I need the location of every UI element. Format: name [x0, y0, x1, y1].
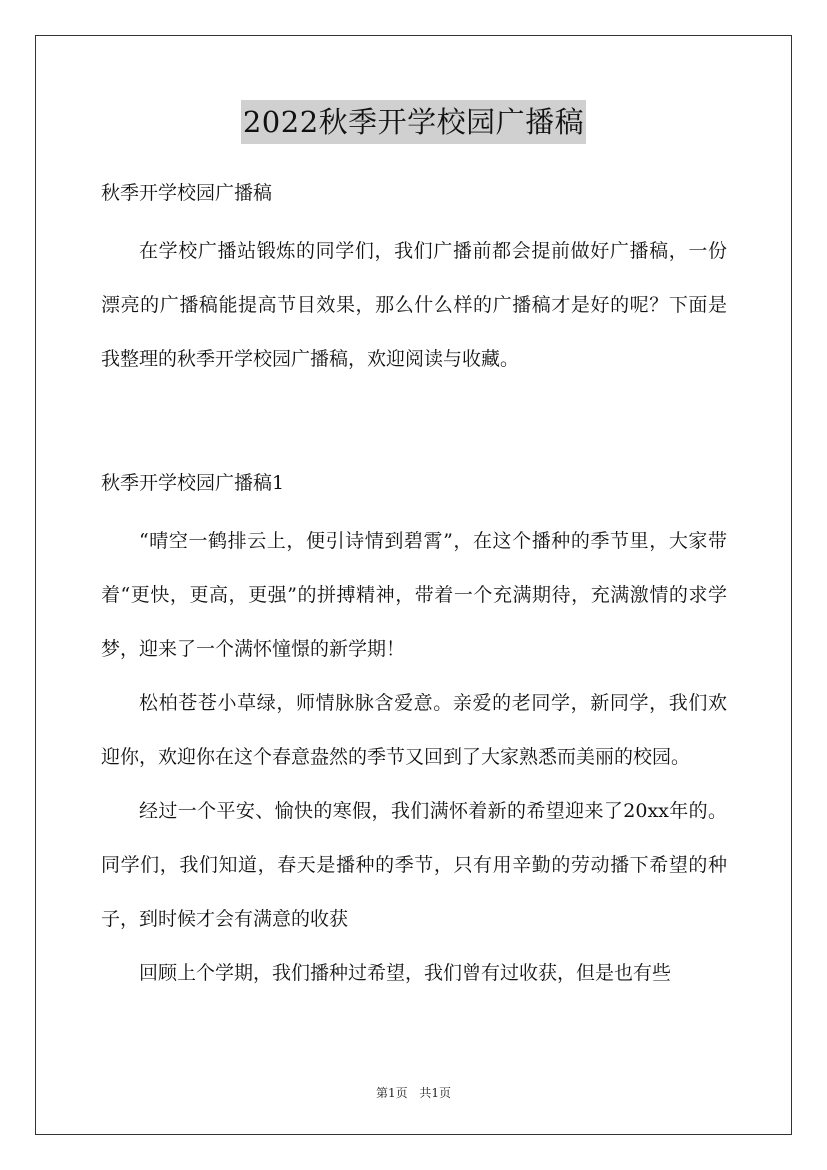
page-number: 第1页 — [375, 1086, 408, 1100]
intro-paragraph: 在学校广播站锻炼的同学们，我们广播前都会提前做好广播稿，一份漂亮的广播稿能提高节目效果，那么什么样的广播稿才是好的呢？下面是我整理的秋季开学校园广播稿，欢迎阅读与收藏。 — [101, 240, 727, 370]
page-footer — [0, 1084, 827, 1101]
body-paragraph: “晴空一鹤排云上，便引诗情到碧霄”，在这个播种的季节里，大家带着“更快，更高，更强”的拼搏精神，带着一个充满期待，充满激情的求学梦，迎来了一个满怀憧憬的新学期！ — [101, 530, 727, 660]
page-total: 共1页 — [419, 1086, 452, 1100]
section-heading: 秋季开学校园广播稿1 — [101, 472, 285, 494]
body-paragraph: 回顾上个学期，我们播种过希望，我们曾有过收获，但是也有些 — [139, 962, 672, 984]
document-body — [101, 168, 727, 1000]
title-container — [0, 100, 827, 144]
body-paragraph: 经过一个平安、愉快的寒假，我们满怀着新的希望迎来了20xx年的。同学们，我们知道，春天是播种的季节，只有用辛勤的劳动播下希望的种子，到时候才会有满意的收获 — [101, 800, 727, 930]
section-heading: 秋季开学校园广播稿 — [101, 182, 273, 204]
document-title: 2022秋季开学校园广播稿 — [241, 100, 586, 144]
body-paragraph: 松柏苍苍小草绿，师情脉脉含爱意。亲爱的老同学，新同学，我们欢迎你，欢迎你在这个春意盎然的季节又回到了大家熟悉而美丽的校园。 — [101, 692, 727, 768]
